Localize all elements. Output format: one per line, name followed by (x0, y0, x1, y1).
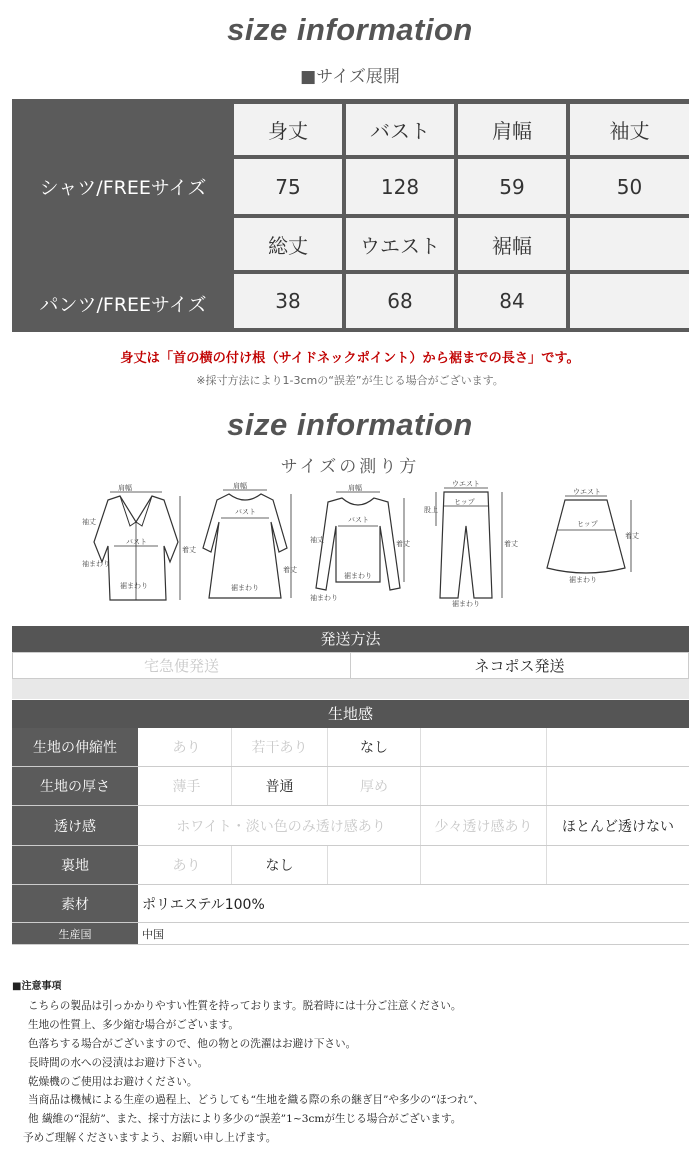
fabric-header: 生地感 (12, 700, 689, 728)
pants-value-waist: 68 (346, 274, 454, 328)
fabric-stretch-empty-2 (547, 728, 689, 766)
coat-shoulder-label: 肩幅 (118, 484, 132, 492)
top-cuff-label: 袖まわり (310, 594, 338, 602)
skirt-hem-label: 裾まわり (569, 576, 597, 584)
coat-length-label: 着丈 (182, 546, 196, 554)
fabric-row-lining (12, 846, 689, 885)
caution-item: 乾燥機のご使用はお避けください。 (28, 1075, 198, 1088)
shirt-value-length: 75 (234, 159, 342, 214)
fabric-row-sheerness (12, 806, 689, 846)
caution-item: 色落ちする場合がございますので、他の物との洗濯はお避け下さい。 (28, 1037, 357, 1050)
fabric-row-stretch (12, 728, 689, 767)
fabric-thickness-empty-2 (547, 767, 689, 805)
origin-value: 中国 (142, 927, 164, 941)
shirt-header-shoulder: 肩幅 (458, 104, 566, 155)
caution-item: 他 繊維の“混紡”、また、採寸方法により多少の“誤差”1~3cmが生じる場合がございます。 (28, 1113, 462, 1126)
shirt-size-label: シャツ/FREEサイズ (39, 177, 207, 199)
material-label: 素材 (12, 885, 138, 922)
shirt-value-sleeve: 50 (570, 159, 689, 214)
pants-header-hem-width: 裾幅 (458, 218, 566, 270)
coat-hem-label: 裾まわり (120, 582, 148, 590)
fabric-sheer-almost-none: ほとんど透けない (562, 818, 674, 835)
fabric-lining-empty-1 (328, 846, 421, 884)
caution-item: 予めご理解くださいますよう、お願い申し上げます。 (23, 1132, 277, 1145)
shirt-header-bust: バスト (346, 104, 454, 155)
fabric-lining-label: 裏地 (12, 846, 138, 884)
pants-value-empty (570, 274, 689, 328)
shirt-header-length: 身丈 (234, 104, 342, 155)
pants-diagram (422, 482, 517, 610)
fabric-stretch-none: なし (328, 728, 421, 766)
coat-sleeve-label: 袖丈 (82, 518, 96, 526)
caution-item: 長時間の水への浸漬はお避け下さい。 (28, 1056, 209, 1069)
pants-header-total-length: 総丈 (234, 218, 342, 270)
pants-hem-label: 裾まわり (452, 600, 480, 608)
dress-hem-label: 裾まわり (231, 584, 259, 592)
material-value: ポリエステル100% (142, 896, 265, 913)
measure-title: size information (227, 407, 473, 442)
fabric-stretch-label: 生地の伸縮性 (12, 728, 138, 766)
fabric-stretch-yes: あり (142, 728, 232, 766)
top-shoulder-label: 肩幅 (348, 484, 362, 492)
size-table (12, 99, 689, 332)
shipping-option-takkyubin: 宅急便発送 (143, 657, 219, 675)
shirt-header-sleeve: 袖丈 (570, 104, 689, 155)
pants-value-hem-width: 84 (458, 274, 566, 328)
skirt-diagram (535, 482, 640, 610)
shirt-value-bust: 128 (346, 159, 454, 214)
skirt-waist-label: ウエスト (573, 488, 601, 496)
pants-value-total-length: 38 (234, 274, 342, 328)
fabric-lining-yes: あり (142, 846, 232, 884)
top-bust-label: バスト (348, 516, 369, 524)
fabric-thickness-thin: 薄手 (142, 767, 232, 805)
cautions-title: ■注意事項 (12, 981, 62, 992)
shipping-header: 発送方法 (12, 626, 689, 652)
pants-length-label: 着丈 (504, 540, 518, 548)
shipping-options (12, 652, 689, 679)
measure-subtitle: サイズの測り方 (280, 457, 420, 477)
dress-length-label: 着丈 (283, 566, 297, 574)
fabric-lining-no: なし (232, 846, 328, 884)
fabric-thickness-normal: 普通 (232, 767, 328, 805)
top-diagram (308, 482, 408, 610)
fabric-row-origin (12, 923, 689, 945)
fabric-lining-empty-3 (547, 846, 689, 884)
skirt-length-label: 着丈 (625, 532, 639, 540)
cautions-section (12, 978, 692, 1148)
fabric-lining-empty-2 (421, 846, 547, 884)
fabric-thickness-empty-1 (421, 767, 547, 805)
measurement-diagrams (70, 482, 640, 610)
dress-diagram (195, 482, 295, 610)
pants-waist-label: ウエスト (452, 480, 480, 488)
fabric-thickness-label: 生地の厚さ (12, 767, 138, 805)
pants-size-label: パンツ/FREEサイズ (39, 293, 207, 316)
caution-item: 当商品は機械による生産の過程上、どうしても“生地を織る際の糸の継ぎ目”や多少の“ほつれ”、 (28, 1094, 485, 1107)
top-sleeve-label: 袖丈 (310, 536, 324, 544)
coat-bust-label: バスト (126, 538, 147, 546)
shipping-option-nekopos: ネコポス発送 (350, 653, 688, 678)
top-length-label: 着丈 (396, 540, 410, 548)
shirt-value-shoulder: 59 (458, 159, 566, 214)
measurement-error-note: ※採寸方法により1-3cmの“誤差”が生じる場合がございます。 (196, 374, 504, 387)
skirt-hip-label: ヒップ (577, 520, 598, 528)
size-expansion-subtitle: ■サイズ展開 (300, 67, 400, 87)
dress-bust-label: バスト (235, 508, 256, 516)
body-length-note: 身丈は「首の横の付け根（サイドネックポイント）から裾までの長さ」です。 (120, 351, 580, 366)
origin-label: 生産国 (12, 923, 138, 944)
coat-cuff-label: 袖まわり (82, 560, 110, 568)
fabric-sheer-label: 透け感 (12, 806, 138, 845)
pants-rise-label: 股上 (424, 506, 438, 514)
fabric-row-material (12, 885, 689, 923)
fabric-stretch-empty-1 (421, 728, 547, 766)
dress-shoulder-label: 肩幅 (233, 482, 247, 490)
fabric-stretch-slight: 若干あり (232, 728, 328, 766)
shipping-spacer (12, 679, 689, 699)
fabric-sheer-slight: 少々透け感あり (421, 806, 547, 845)
size-info-title: size information (227, 12, 473, 47)
pants-header-waist: ウエスト (346, 218, 454, 270)
pants-hip-label: ヒップ (454, 498, 475, 506)
caution-item: こちらの製品は引っかかりやすい性質を持っております。脱着時には十分ご注意ください。 (28, 999, 462, 1012)
pants-header-empty (570, 218, 689, 270)
coat-diagram (80, 482, 196, 610)
fabric-thickness-thick: 厚め (328, 767, 421, 805)
caution-item: 生地の性質上、多少縮む場合がございます。 (28, 1018, 240, 1031)
fabric-sheer-light-colors: ホワイト・淡い色のみ透け感あり (142, 806, 421, 845)
fabric-row-thickness (12, 767, 689, 806)
top-hem-label: 裾まわり (344, 572, 372, 580)
